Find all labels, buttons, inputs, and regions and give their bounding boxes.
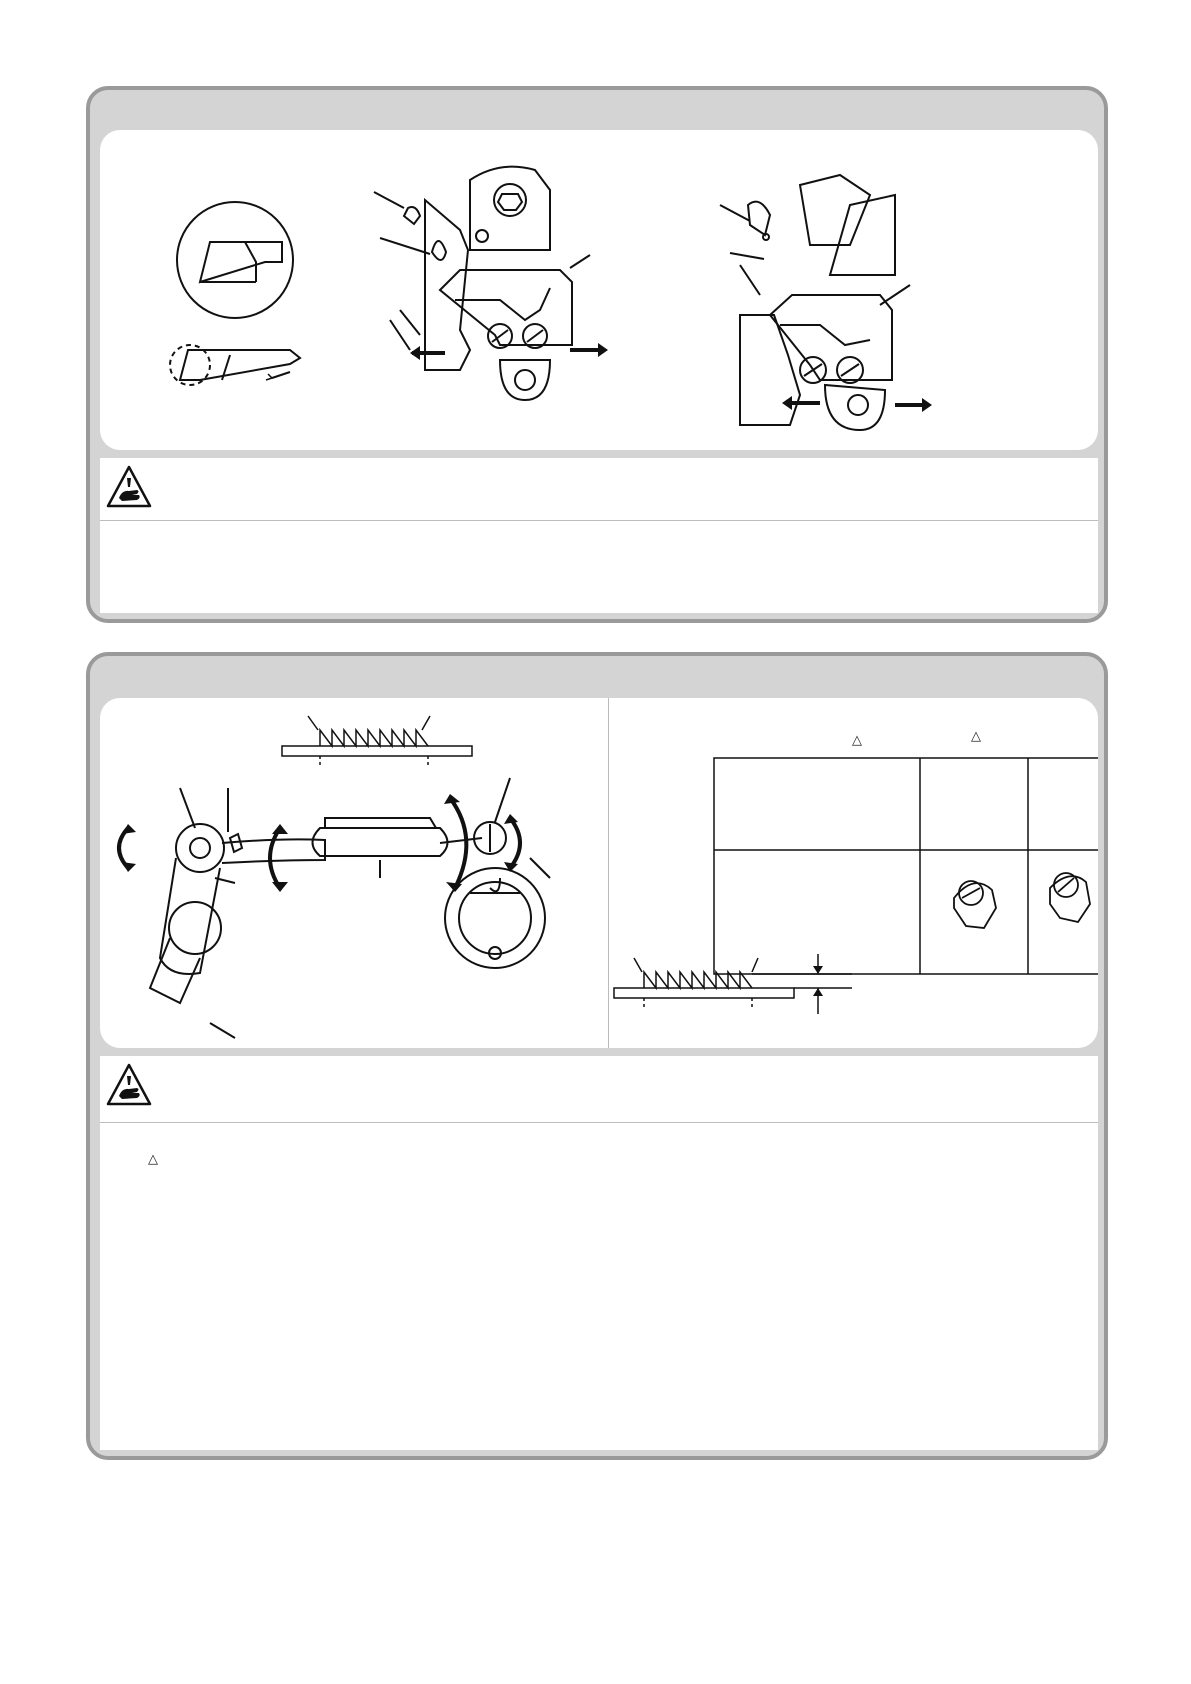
- figure-divider: [608, 698, 609, 1048]
- caution-row-1: [100, 458, 1098, 521]
- table-header-marker-2: △: [971, 728, 981, 743]
- instruction-body-2: [100, 1123, 1098, 1450]
- illustration-area-1: [100, 130, 1098, 450]
- section-header-1: [90, 90, 1104, 130]
- feed-dog-height-diagram-top: [280, 716, 480, 786]
- feed-dog-adjustment-table: [714, 758, 1098, 974]
- section-header-2: [90, 656, 1104, 696]
- feed-dog-height-diagram-bottom: [612, 954, 872, 1034]
- section-panel-1: [86, 86, 1108, 623]
- table-header-marker-1: △: [852, 732, 862, 747]
- instruction-body-1: [100, 521, 1098, 613]
- hand-caution-icon: [106, 1062, 152, 1108]
- hand-caution-icon: [106, 464, 152, 510]
- knife-mechanism-figure-right: [670, 165, 930, 425]
- illustration-area-2: [100, 698, 1098, 1048]
- caution-row-2: [100, 1056, 1098, 1123]
- knife-mechanism-figure-left: [350, 160, 600, 410]
- step-marker: △: [148, 1151, 158, 1166]
- knife-blade-detail-figure: [160, 190, 360, 420]
- section-panel-2: [86, 652, 1108, 1460]
- feed-mechanism-figure: [110, 788, 570, 1048]
